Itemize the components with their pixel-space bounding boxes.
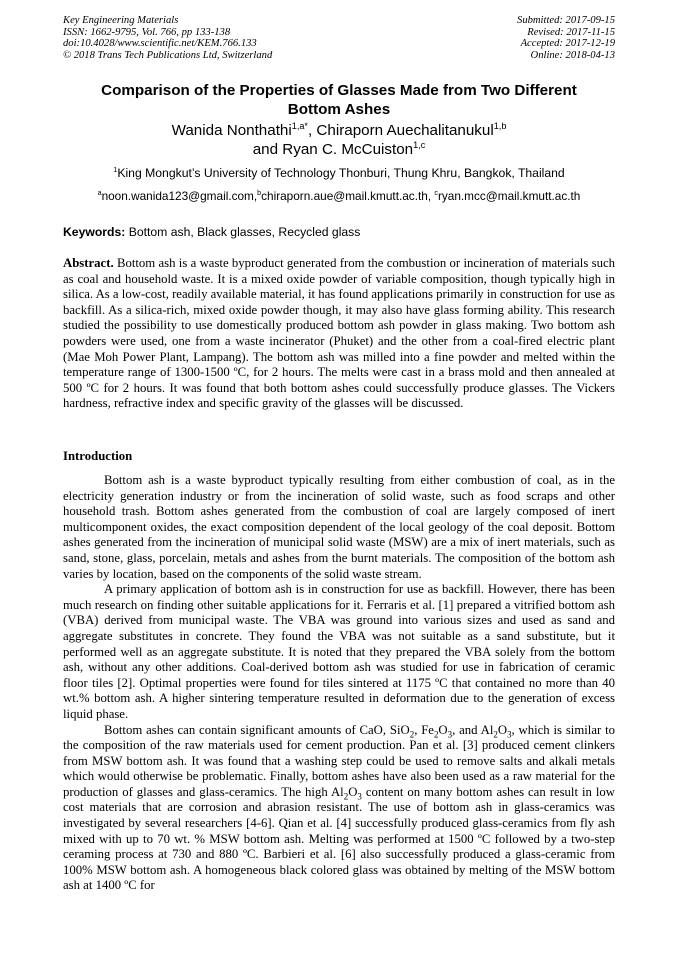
title-line-2: Bottom Ashes	[287, 100, 391, 118]
journal-copyright: © 2018 Trans Tech Publications Ltd, Switzerland	[63, 49, 273, 61]
online-date: Online: 2018-04-13	[530, 49, 615, 61]
p3-text-d: , and Al	[452, 722, 494, 737]
author-3: Ryan C. McCuiston	[282, 141, 414, 158]
intro-paragraph-2: A primary application of bottom ash is in construction for use as backfill. However, there has been much research on finding other suitable applications for it. Ferraris et al. [1] prepared a vitrified bottom ash (VBA) derived from municipal waste. The VBA was ground into various sizes and used as sand and aggregate substitutes in concrete. They found the VBA was not suitable as a sand substitute, but it performed well as an aggregate substitute. It is noted that they prepared the VBA solely from the bottom ash, without any other additions. Coal-derived bottom ash was studied for use in fabrication of ceramic floor tiles [2]. Optimal properties were found for tiles sintered at 1175 ºC that contained no more than 40 wt.% bottom ash. A higher sintering temperature resulted in deformation due to the generation of excess liquid phase.	[63, 582, 615, 721]
subscript-2: 2	[343, 791, 349, 802]
introduction-body	[63, 473, 615, 894]
p3-text-g: O	[348, 784, 358, 799]
affiliation-marker: 1	[113, 164, 118, 174]
abstract-text: Bottom ash is a waste byproduct generated from the combustion or incineration of materials such as coal and household waste. It is a mixed oxide powder of variable composition, though typically high in silica. As a low-cost, readily available material, it has found applications primarily in construction for use as backfill. As a silica-rich, mixed oxide powder though, it may also have glass forming ability. This research studied the possibility to use domestically produced bottom ash powder in glass making. Two bottom ash powders were used, one from a waste incinerator (Phuket) and the other from a coal-fired electric plant (Mae Moh Power Plant, Lampang). The bottom ash was milled into a fine powder and melted within the temperature range of 1300-1500 ºC, for 2 hours. The melts were cast in a brass mold and then annealed at 500 ºC for 2 hours. It was found that both bottom ashes could successfully produce glasses. The Vickers hardness, refractive index and specific gravity of the glasses will be discussed.	[63, 256, 615, 411]
email-c[interactable]: ryan.mcc@mail.kmutt.ac.th	[437, 189, 581, 203]
abstract	[63, 256, 615, 412]
journal-name: Key Engineering Materials	[63, 15, 179, 26]
affiliation	[63, 166, 615, 181]
author-1: Wanida Nonthathi	[171, 122, 292, 139]
keywords	[63, 225, 615, 240]
dates-header	[517, 15, 615, 61]
subscript-2: 2	[493, 729, 498, 740]
intro-paragraph-1: Bottom ash is a waste byproduct typically resulting from either combustion of coal, as in the electricity generation industry or from the incineration of solid waste, such as food scraps and other household trash. Bottom ashes generated from the combustion of coal are largely composed of inert multicomponent oxides, the exact composition dependent of the local geology of the coal deposit. Bottom ashes generated from the incineration of municipal solid waste (MSW) are a mix of inert materials, such as sand, stone, glass, porcelain, metals and ashes from the burnt materials. The composition of the bottom ash varies by location, based on the components of the solid waste stream.	[63, 473, 615, 581]
author-2-marker: 1,b	[493, 120, 507, 131]
journal-doi: doi:10.4028/www.scientific.net/KEM.766.133	[63, 38, 257, 50]
journal-header	[63, 15, 272, 61]
author-emails	[40, 189, 638, 204]
journal-issn: ISSN: 1662-9795, Vol. 766, pp 133-138	[63, 26, 231, 38]
email-b[interactable]: chiraporn.aue@mail.kmutt.ac.th,	[261, 189, 435, 203]
p3-text-h: content on many bottom ashes can result in low cost materials that are corrosion and abrasion resistant. The use of bottom ash in glass-ceramics was investigated by several researchers [4-6]. Qian et al. [4] successfully produced glass-ceramics from fly ash mixed with up to 70 wt. % MSW bottom ash. Melting was performed at 1500 ºC followed by a two-step ceraming process at 730 and 880 ºC. Barbieri et al. [6] also successfully produced a glass-ceramic from 100% MSW bottom ash. A homogeneous black colored glass was obtained by melting of the MSW bottom ash at 1400 ºC for	[63, 784, 615, 893]
subscript-2: 2	[409, 729, 415, 740]
p3-text-f: , which is similar to the composition of the raw materials used for cement production. Pan et al. [3] produced cement clinkers from MSW bottom ash. It was found that a washing step could be used to remove salts and alkali metals which would otherwise be problematic. Finally, bottom ashes have also been used as a raw material for the production of glasses and glass-ceramics. The high Al	[63, 722, 615, 799]
intro-paragraph-3	[63, 723, 615, 895]
email-a-marker: a	[97, 189, 102, 198]
p3-text-b: , Fe	[414, 722, 434, 737]
p3-text-a: Bottom ashes can contain significant amounts of CaO, SiO	[104, 722, 410, 737]
author-1-marker: 1,a*	[291, 120, 308, 131]
subscript-3: 3	[507, 729, 512, 740]
author-3-marker: 1,c	[413, 139, 426, 150]
p3-text-e: O	[497, 722, 508, 737]
email-b-marker: b	[257, 189, 262, 198]
affiliation-text: King Mongkut’s University of Technology Thonburi, Thung Khru, Bangkok, Thailand	[117, 166, 565, 180]
submitted-date: Submitted: 2017-09-15	[517, 15, 615, 26]
author-and: and	[252, 141, 283, 158]
author-2: Chiraporn Auechalitanukul	[316, 122, 494, 139]
email-c-marker: c	[434, 189, 438, 198]
p3-text-c: O	[438, 722, 448, 737]
keywords-text: Bottom ash, Black glasses, Recycled glass	[125, 225, 361, 239]
accepted-date: Accepted: 2017-12-19	[520, 38, 615, 50]
paper-title	[63, 82, 615, 119]
email-a[interactable]: noon.wanida123@gmail.com,	[101, 189, 258, 203]
title-line-1: Comparison of the Properties of Glasses Made from Two Different	[101, 82, 577, 99]
abstract-label: Abstract.	[63, 256, 114, 270]
author-separator: ,	[307, 122, 317, 139]
introduction-heading: Introduction	[63, 449, 133, 463]
subscript-3: 3	[447, 729, 453, 740]
revised-date: Revised: 2017-11-15	[527, 26, 615, 38]
author-list	[63, 121, 615, 159]
keywords-label: Keywords:	[63, 225, 126, 239]
subscript-2: 2	[433, 729, 439, 740]
subscript-3: 3	[357, 791, 362, 802]
